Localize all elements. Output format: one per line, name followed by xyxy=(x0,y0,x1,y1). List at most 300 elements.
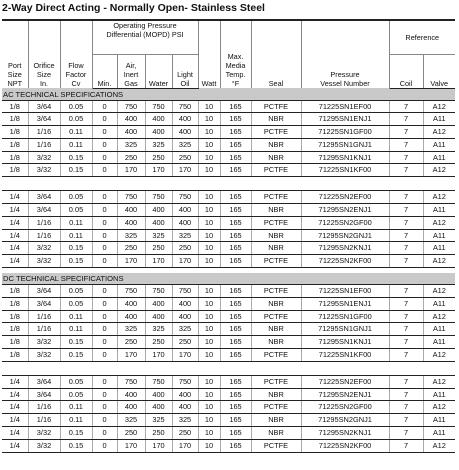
table-cell: 1/4 xyxy=(2,229,28,242)
table-cell: 10 xyxy=(198,138,220,151)
header-line: NPT xyxy=(7,79,23,88)
table-row xyxy=(2,349,455,362)
table-cell: NBR xyxy=(251,138,301,151)
table-cell: 325 xyxy=(145,323,172,336)
table-cell: 71225SN2KF00 xyxy=(301,439,389,452)
table-cell: 165 xyxy=(220,204,251,217)
table-cell: 325 xyxy=(172,323,198,336)
col-pressure-vessel xyxy=(301,20,389,88)
table-cell: 325 xyxy=(145,138,172,151)
table-cell: 0.05 xyxy=(60,388,92,401)
header-line: Differential (MOPD) PSI xyxy=(106,30,184,39)
table-cell: A12 xyxy=(423,375,455,388)
table-cell: A11 xyxy=(423,138,455,151)
table-cell: 325 xyxy=(172,138,198,151)
table-cell: 165 xyxy=(220,113,251,126)
spec-table xyxy=(2,19,455,453)
table-cell: 165 xyxy=(220,297,251,310)
table-cell: A11 xyxy=(423,151,455,164)
table-cell: 3/32 xyxy=(28,242,60,255)
table-cell: 1/4 xyxy=(2,191,28,204)
table-cell: 400 xyxy=(145,310,172,323)
header-line: °F xyxy=(231,79,240,88)
table-cell: 0 xyxy=(92,151,117,164)
table-cell: 250 xyxy=(117,336,145,349)
table-cell: 325 xyxy=(145,414,172,427)
table-cell: 400 xyxy=(145,297,172,310)
table-cell: 750 xyxy=(145,285,172,298)
table-cell: 10 xyxy=(198,349,220,362)
table-cell: 71225SN2KF00 xyxy=(301,255,389,268)
header-line: Coil xyxy=(399,78,413,88)
table-cell: 165 xyxy=(220,191,251,204)
table-cell: 0.05 xyxy=(60,113,92,126)
header-line: Media xyxy=(225,61,246,70)
table-cell: 71295SN1KNJ1 xyxy=(301,151,389,164)
table-cell: 250 xyxy=(172,242,198,255)
table-cell: PCTFE xyxy=(251,126,301,139)
table-cell: 7 xyxy=(389,336,423,349)
table-cell: 0.15 xyxy=(60,427,92,440)
table-cell: A11 xyxy=(423,204,455,217)
table-cell: 400 xyxy=(145,401,172,414)
table-cell: 400 xyxy=(145,388,172,401)
table-cell: 10 xyxy=(198,285,220,298)
table-cell: A11 xyxy=(423,297,455,310)
table-cell: 1/16 xyxy=(28,126,60,139)
table-cell: A12 xyxy=(423,401,455,414)
table-cell: 0.15 xyxy=(60,151,92,164)
col-valve xyxy=(423,54,455,88)
table-cell: 3/32 xyxy=(28,164,60,177)
table-cell: 250 xyxy=(117,151,145,164)
table-cell: A12 xyxy=(423,100,455,113)
table-cell: 10 xyxy=(198,310,220,323)
table-cell: NBR xyxy=(251,113,301,126)
header-line: Gas xyxy=(124,78,138,88)
table-cell: 1/4 xyxy=(2,255,28,268)
table-cell: 400 xyxy=(117,310,145,323)
table-cell: 170 xyxy=(145,439,172,452)
table-cell: 71225SN1GF00 xyxy=(301,126,389,139)
table-cell: 165 xyxy=(220,349,251,362)
table-cell: NBR xyxy=(251,151,301,164)
table-cell: NBR xyxy=(251,242,301,255)
table-cell: A12 xyxy=(423,164,455,177)
table-cell: 0 xyxy=(92,414,117,427)
table-cell: 0.11 xyxy=(60,216,92,229)
table-cell: NBR xyxy=(251,336,301,349)
table-cell: 250 xyxy=(145,151,172,164)
table-cell: 0 xyxy=(92,216,117,229)
header-line: Watt xyxy=(201,79,217,88)
table-cell: 0.11 xyxy=(60,229,92,242)
table-cell: 0 xyxy=(92,439,117,452)
table-cell: 325 xyxy=(117,323,145,336)
table-cell: 3/32 xyxy=(28,439,60,452)
table-cell: 400 xyxy=(172,113,198,126)
section-header-row xyxy=(2,273,455,285)
table-cell: 71295SN1ENJ1 xyxy=(301,297,389,310)
table-cell: 400 xyxy=(117,204,145,217)
table-cell: 71225SN1KF00 xyxy=(301,164,389,177)
table-cell: 325 xyxy=(117,138,145,151)
table-cell: 400 xyxy=(145,126,172,139)
table-cell: 7 xyxy=(389,427,423,440)
table-cell: 10 xyxy=(198,427,220,440)
table-cell: 71225SN2GF00 xyxy=(301,401,389,414)
table-cell: 250 xyxy=(117,427,145,440)
table-cell: 1/16 xyxy=(28,401,60,414)
section-label: AC TECHNICAL SPECIFICATIONS xyxy=(2,88,455,100)
table-row xyxy=(2,151,455,164)
table-cell: 1/4 xyxy=(2,439,28,452)
col-group-operating-pressure xyxy=(92,20,198,54)
table-cell: A11 xyxy=(423,229,455,242)
table-cell: 3/64 xyxy=(28,113,60,126)
table-cell: NBR xyxy=(251,388,301,401)
table-cell: 1/4 xyxy=(2,414,28,427)
table-cell: 10 xyxy=(198,151,220,164)
table-cell: 10 xyxy=(198,401,220,414)
table-row xyxy=(2,191,455,204)
table-cell: 1/16 xyxy=(28,323,60,336)
table-cell: A12 xyxy=(423,439,455,452)
table-cell: A11 xyxy=(423,242,455,255)
header-line: Air, xyxy=(125,60,137,70)
table-cell: 1/16 xyxy=(28,216,60,229)
table-row xyxy=(2,401,455,414)
table-cell: 10 xyxy=(198,216,220,229)
table-cell: 7 xyxy=(389,310,423,323)
table-row xyxy=(2,126,455,139)
table-cell: 7 xyxy=(389,138,423,151)
table-cell: NBR xyxy=(251,427,301,440)
table-cell: 170 xyxy=(145,255,172,268)
table-cell: 0.11 xyxy=(60,126,92,139)
table-cell: 0.05 xyxy=(60,285,92,298)
table-cell: PCTFE xyxy=(251,216,301,229)
col-light-oil xyxy=(172,54,198,88)
table-cell: 71295SN2KNJ1 xyxy=(301,427,389,440)
table-cell: 250 xyxy=(145,242,172,255)
table-cell: 1/8 xyxy=(2,126,28,139)
table-cell: 165 xyxy=(220,427,251,440)
table-cell: 750 xyxy=(172,100,198,113)
table-row xyxy=(2,255,455,268)
table-cell: 7 xyxy=(389,113,423,126)
table-cell: 0.05 xyxy=(60,375,92,388)
table-cell: 7 xyxy=(389,216,423,229)
table-cell: 1/16 xyxy=(28,310,60,323)
table-cell: 1/8 xyxy=(2,336,28,349)
table-cell: 325 xyxy=(172,229,198,242)
table-row xyxy=(2,375,455,388)
spec-table-body xyxy=(2,88,455,452)
table-cell: 71295SN2ENJ1 xyxy=(301,388,389,401)
table-cell: A11 xyxy=(423,113,455,126)
table-cell: 71225SN2EF00 xyxy=(301,191,389,204)
table-cell: 71225SN1EF00 xyxy=(301,100,389,113)
table-cell: 1/4 xyxy=(2,242,28,255)
table-cell: PCTFE xyxy=(251,310,301,323)
header-line: Max. xyxy=(227,52,244,61)
header-line: Reference xyxy=(405,32,440,42)
table-cell: 1/8 xyxy=(2,310,28,323)
col-watt xyxy=(198,20,220,88)
table-cell: 10 xyxy=(198,375,220,388)
table-cell: 71225SN2GF00 xyxy=(301,216,389,229)
table-cell: 7 xyxy=(389,242,423,255)
table-cell: 400 xyxy=(172,388,198,401)
table-cell: 0.05 xyxy=(60,100,92,113)
table-cell: 0 xyxy=(92,297,117,310)
table-cell: 71295SN1KNJ1 xyxy=(301,336,389,349)
table-cell: 750 xyxy=(117,191,145,204)
table-cell: 750 xyxy=(172,191,198,204)
table-cell: 10 xyxy=(198,191,220,204)
table-cell: 325 xyxy=(172,414,198,427)
col-water xyxy=(145,54,172,88)
gap-cell xyxy=(2,361,455,375)
table-cell: 0 xyxy=(92,375,117,388)
header-line: Size xyxy=(7,70,22,79)
table-cell: 165 xyxy=(220,138,251,151)
header-line: Factor xyxy=(65,70,87,79)
table-cell: 400 xyxy=(172,310,198,323)
table-cell: A11 xyxy=(423,427,455,440)
table-cell: 10 xyxy=(198,113,220,126)
table-cell: 400 xyxy=(117,401,145,414)
table-row xyxy=(2,297,455,310)
table-cell: 170 xyxy=(145,349,172,362)
table-cell: 0.11 xyxy=(60,310,92,323)
header-line: Seal xyxy=(268,79,284,88)
table-cell: 71295SN2GNJ1 xyxy=(301,414,389,427)
table-cell: 1/4 xyxy=(2,216,28,229)
table-cell: A12 xyxy=(423,285,455,298)
table-row xyxy=(2,216,455,229)
table-cell: 400 xyxy=(172,126,198,139)
table-cell: 7 xyxy=(389,323,423,336)
table-cell: 7 xyxy=(389,151,423,164)
table-cell: 7 xyxy=(389,349,423,362)
table-cell: 170 xyxy=(172,439,198,452)
table-cell: 170 xyxy=(172,255,198,268)
table-cell: PCTFE xyxy=(251,255,301,268)
col-group-reference xyxy=(389,20,455,54)
table-cell: 0.15 xyxy=(60,336,92,349)
table-cell: 71295SN2KNJ1 xyxy=(301,242,389,255)
table-row xyxy=(2,310,455,323)
table-cell: 1/4 xyxy=(2,204,28,217)
table-row xyxy=(2,285,455,298)
table-cell: 325 xyxy=(117,414,145,427)
header-line: Operating Pressure xyxy=(113,21,177,30)
table-cell: 250 xyxy=(145,427,172,440)
table-cell: 750 xyxy=(117,100,145,113)
table-cell: 165 xyxy=(220,100,251,113)
table-cell: 250 xyxy=(172,427,198,440)
table-cell: 170 xyxy=(145,164,172,177)
table-cell: 7 xyxy=(389,255,423,268)
table-cell: 165 xyxy=(220,255,251,268)
group-gap-row xyxy=(2,177,455,191)
table-cell: 10 xyxy=(198,439,220,452)
table-cell: 10 xyxy=(198,229,220,242)
table-cell: 10 xyxy=(198,336,220,349)
table-cell: 3/64 xyxy=(28,285,60,298)
table-cell: 10 xyxy=(198,297,220,310)
table-cell: 0.05 xyxy=(60,204,92,217)
section-header-row xyxy=(2,88,455,100)
table-cell: 0 xyxy=(92,204,117,217)
table-cell: 400 xyxy=(145,113,172,126)
table-cell: 71295SN2ENJ1 xyxy=(301,204,389,217)
table-cell: 1/8 xyxy=(2,297,28,310)
table-cell: 165 xyxy=(220,126,251,139)
table-cell: 7 xyxy=(389,100,423,113)
table-cell: NBR xyxy=(251,323,301,336)
table-cell: 7 xyxy=(389,439,423,452)
table-cell: 325 xyxy=(145,229,172,242)
table-row xyxy=(2,388,455,401)
table-cell: PCTFE xyxy=(251,375,301,388)
table-cell: 165 xyxy=(220,242,251,255)
table-cell: 165 xyxy=(220,336,251,349)
table-cell: 7 xyxy=(389,297,423,310)
table-cell: 1/8 xyxy=(2,349,28,362)
table-cell: 3/32 xyxy=(28,151,60,164)
col-coil xyxy=(389,54,423,88)
table-cell: 1/16 xyxy=(28,138,60,151)
table-cell: 7 xyxy=(389,191,423,204)
table-cell: 170 xyxy=(172,349,198,362)
table-cell: NBR xyxy=(251,229,301,242)
table-row xyxy=(2,113,455,126)
table-cell: 1/16 xyxy=(28,414,60,427)
table-cell: PCTFE xyxy=(251,191,301,204)
table-cell: A12 xyxy=(423,191,455,204)
table-cell: 0.15 xyxy=(60,164,92,177)
table-cell: 400 xyxy=(172,401,198,414)
col-orifice-size xyxy=(28,20,60,88)
table-cell: 71295SN2GNJ1 xyxy=(301,229,389,242)
table-cell: PCTFE xyxy=(251,439,301,452)
table-cell: 750 xyxy=(145,375,172,388)
table-cell: 10 xyxy=(198,388,220,401)
table-cell: 3/64 xyxy=(28,375,60,388)
table-cell: 0 xyxy=(92,310,117,323)
table-cell: 165 xyxy=(220,310,251,323)
table-cell: 3/64 xyxy=(28,100,60,113)
header-line: Temp. xyxy=(225,70,246,79)
table-cell: 0 xyxy=(92,229,117,242)
table-cell: 165 xyxy=(220,285,251,298)
col-port-size xyxy=(2,20,28,88)
table-row xyxy=(2,336,455,349)
table-row xyxy=(2,204,455,217)
table-cell: 7 xyxy=(389,414,423,427)
header-line: Valve xyxy=(430,78,449,88)
table-row xyxy=(2,323,455,336)
table-cell: 400 xyxy=(145,204,172,217)
table-cell: 0 xyxy=(92,349,117,362)
table-row xyxy=(2,414,455,427)
table-cell: 1/16 xyxy=(28,229,60,242)
table-row xyxy=(2,164,455,177)
header-line: Flow xyxy=(68,61,84,70)
table-cell: 7 xyxy=(389,126,423,139)
table-cell: 0.05 xyxy=(60,297,92,310)
table-cell: 1/8 xyxy=(2,138,28,151)
table-cell: 0 xyxy=(92,164,117,177)
table-cell: 7 xyxy=(389,204,423,217)
table-cell: 400 xyxy=(145,216,172,229)
table-cell: 400 xyxy=(172,216,198,229)
table-cell: 1/8 xyxy=(2,151,28,164)
table-cell: 165 xyxy=(220,414,251,427)
table-cell: 0 xyxy=(92,113,117,126)
table-cell: 3/32 xyxy=(28,427,60,440)
table-cell: 7 xyxy=(389,388,423,401)
table-cell: 400 xyxy=(117,216,145,229)
table-cell: 250 xyxy=(117,242,145,255)
header-line: Size xyxy=(36,70,52,79)
table-cell: 400 xyxy=(172,204,198,217)
table-cell: 1/4 xyxy=(2,388,28,401)
table-cell: 10 xyxy=(198,126,220,139)
table-cell: PCTFE xyxy=(251,401,301,414)
header-line: Oil xyxy=(180,78,190,88)
table-cell: 71295SN1GNJ1 xyxy=(301,323,389,336)
table-cell: 165 xyxy=(220,216,251,229)
table-cell: 400 xyxy=(117,113,145,126)
table-cell: 1/8 xyxy=(2,285,28,298)
table-cell: 0 xyxy=(92,401,117,414)
table-cell: PCTFE xyxy=(251,164,301,177)
header-line: Water xyxy=(148,78,169,88)
table-cell: 0 xyxy=(92,191,117,204)
table-cell: 170 xyxy=(117,255,145,268)
table-cell: 400 xyxy=(172,297,198,310)
table-cell: PCTFE xyxy=(251,349,301,362)
table-cell: 3/64 xyxy=(28,191,60,204)
table-cell: A11 xyxy=(423,323,455,336)
table-cell: 170 xyxy=(117,439,145,452)
table-cell: NBR xyxy=(251,297,301,310)
table-cell: 0.11 xyxy=(60,138,92,151)
table-cell: A12 xyxy=(423,216,455,229)
table-cell: 0 xyxy=(92,285,117,298)
table-cell: 71295SN1GNJ1 xyxy=(301,138,389,151)
table-row xyxy=(2,427,455,440)
table-cell: A11 xyxy=(423,414,455,427)
header-line: Inert xyxy=(123,69,139,79)
table-cell: 0 xyxy=(92,427,117,440)
table-cell: 10 xyxy=(198,255,220,268)
table-cell: 250 xyxy=(172,336,198,349)
header-line: Orifice xyxy=(33,61,55,70)
table-cell: 165 xyxy=(220,164,251,177)
table-cell: 71225SN2EF00 xyxy=(301,375,389,388)
header-line: Cv xyxy=(71,79,81,88)
table-cell: 165 xyxy=(220,323,251,336)
col-air xyxy=(117,54,145,88)
table-cell: 0.15 xyxy=(60,255,92,268)
header-line: Pressure xyxy=(330,70,360,79)
table-cell: 0.15 xyxy=(60,439,92,452)
